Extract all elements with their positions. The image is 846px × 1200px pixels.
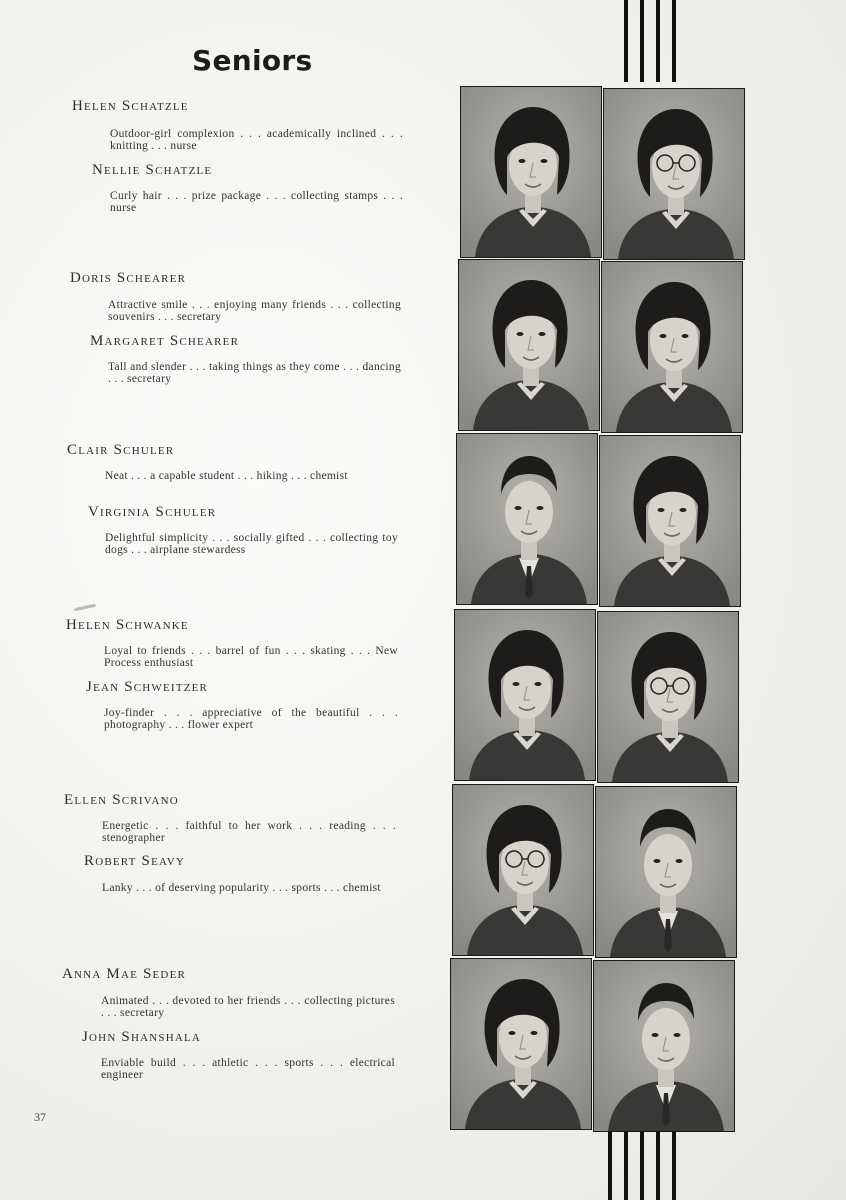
senior-name: Anna Mae Seder [62, 966, 187, 982]
senior-name: Ellen Scrivano [64, 792, 179, 808]
senior-name: Jean Schweitzer [86, 679, 209, 695]
portrait-drawing [602, 262, 742, 432]
portrait-drawing [453, 785, 593, 955]
portrait-photo [460, 86, 602, 258]
portrait-photo [452, 784, 594, 956]
portrait-photo [599, 435, 741, 607]
page-title: Seniors [192, 44, 313, 77]
top-rule-bars [624, 0, 676, 82]
senior-description: Curly hair . . . prize package . . . collecting stamps . . . nurse [110, 190, 403, 214]
senior-description: Lanky . . . of deserving popularity . . . sports . . . chemist [102, 882, 381, 894]
senior-description: Tall and slender . . . taking things as they come . . . dancing . . . secretary [108, 361, 401, 385]
portrait-drawing [604, 89, 744, 259]
portrait-drawing [457, 434, 597, 604]
portrait-photo [450, 958, 592, 1130]
senior-description: Attractive smile . . . enjoying many friends . . . collecting souvenirs . . . secretary [108, 299, 401, 323]
portrait-drawing [598, 612, 738, 782]
portrait-photo [597, 611, 739, 783]
senior-description: Energetic . . . faithful to her work . . . reading . . . stenographer [102, 820, 396, 844]
senior-description: Joy-finder . . . appreciative of the beautiful . . . photography . . . flower expert [104, 707, 398, 731]
senior-name: John Shanshala [82, 1029, 202, 1045]
senior-name: Nellie Schatzle [92, 162, 213, 178]
portrait-photo [454, 609, 596, 781]
portrait-photo [456, 433, 598, 605]
senior-name: Margaret Schearer [90, 333, 240, 349]
senior-description: Loyal to friends . . . barrel of fun . . . skating . . . New Process enthusiast [104, 645, 398, 669]
senior-description: Animated . . . devoted to her friends . . . collecting pictures . . . secretary [101, 995, 395, 1019]
senior-name: Clair Schuler [67, 442, 175, 458]
portrait-photo [603, 88, 745, 260]
senior-name: Robert Seavy [84, 853, 186, 869]
senior-name: Helen Schatzle [72, 98, 189, 114]
portrait-photo [593, 960, 735, 1132]
portrait-drawing [596, 787, 736, 957]
portrait-drawing [451, 959, 591, 1129]
portrait-drawing [455, 610, 595, 780]
senior-description: Outdoor-girl complexion . . . academically inclined . . . knitting . . . nurse [110, 128, 403, 152]
portrait-drawing [459, 260, 599, 430]
senior-description: Neat . . . a capable student . . . hiking . . . chemist [105, 470, 348, 482]
senior-description: Delightful simplicity . . . socially gifted . . . collecting toy dogs . . . airplane stewardess [105, 532, 398, 556]
senior-name: Doris Schearer [70, 270, 187, 286]
portrait-drawing [600, 436, 740, 606]
senior-name: Helen Schwanke [66, 617, 189, 633]
portrait-photo [601, 261, 743, 433]
portrait-drawing [461, 87, 601, 257]
portrait-photo [458, 259, 600, 431]
page-number: 37 [34, 1110, 46, 1124]
portrait-drawing [594, 961, 734, 1131]
senior-name: Virginia Schuler [88, 504, 217, 520]
portrait-photo [595, 786, 737, 958]
bottom-rule-bars [608, 1132, 676, 1200]
senior-description: Enviable build . . . athletic . . . sports . . . electrical engineer [101, 1057, 395, 1081]
